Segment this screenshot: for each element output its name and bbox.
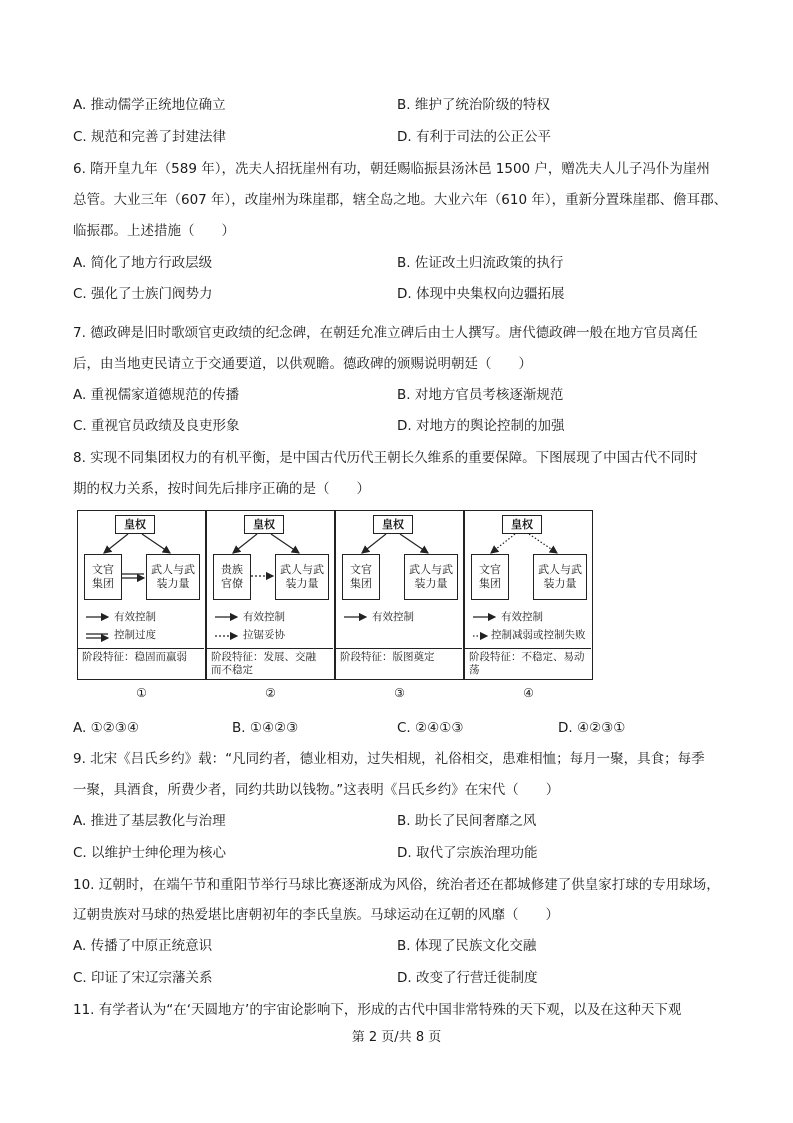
- panel-3-arrows: [336, 511, 465, 648]
- panel-1-left-group: 文官 集团: [84, 554, 122, 600]
- q11-stem-line-1: 11. 有学者认为“在‘天圆地方’的宇宙论影响下，形成的古代中国非常特殊的天下观，以及在这种天下观: [73, 1002, 682, 1018]
- q6-stem-line-3: 临振郡。上述措施（ ）: [73, 223, 235, 239]
- q8-option-b: B. ①④②③: [232, 720, 299, 736]
- diagram-panel-2: [206, 510, 335, 680]
- q6-stem-line-1: 6. 隋开皇九年（589 年），冼夫人招抚崖州有功，朝廷赐临振县汤沐邑 1500 户，赠冼夫人儿子冯仆为崖州: [73, 161, 710, 177]
- q5-option-c: C. 规范和完善了封建法律: [73, 129, 227, 145]
- diagram-panel-4: [464, 510, 593, 680]
- q6-stem-line-2: 总管。大业三年（607 年），改崖州为珠崖郡，辖全岛之地。大业六年（610 年），重新分置珠崖郡、儋耳郡、: [73, 192, 728, 208]
- panel-4-legend-2: 控制减弱或控制失败: [491, 629, 586, 641]
- panel-1-right-group: 武人与武 装力量: [146, 554, 200, 600]
- q5-option-d: D. 有利于司法的公正公平: [397, 129, 551, 145]
- panel-2-arrows: [207, 511, 336, 648]
- panel-4-label: ④: [523, 686, 534, 700]
- panel-2-feature: 阶段特征：发展、交融 而不稳定: [207, 648, 333, 679]
- panel-2-legend-2: 拉锯妥协: [243, 629, 285, 641]
- q6-option-c: C. 强化了士族门阀势力: [73, 286, 213, 302]
- q5-option-a: A. 推动儒学正统地位确立: [73, 97, 226, 113]
- panel-3-right-group: 武人与武 装力量: [404, 554, 458, 600]
- q10-option-d: D. 改变了行营迁徙制度: [397, 970, 538, 986]
- q7-stem-line-1: 7. 德政碑是旧时歌颂官吏政绩的纪念碑，在朝廷允准立碑后由士人撰写。唐代德政碑一般在地方官员离任: [73, 325, 698, 341]
- q10-stem-line-2: 辽朝贵族对马球的热爱堪比唐朝初年的李氏皇族。马球运动在辽朝的风靡（ ）: [73, 907, 559, 923]
- q8-option-c: C. ②④①③: [397, 720, 464, 736]
- panel-1-legend-1: 有效控制: [114, 611, 156, 623]
- q6-option-d: D. 体现中央集权向边疆拓展: [397, 286, 565, 302]
- panel-4-legend-1: 有效控制: [501, 611, 543, 623]
- panel-4-arrows: [465, 511, 594, 648]
- q7-option-a: A. 重视儒家道德规范的传播: [73, 387, 240, 403]
- q8-stem-line-2: 期的权力关系，按时间先后排序正确的是（ ）: [73, 481, 370, 497]
- panel-3-legend-1: 有效控制: [372, 611, 414, 623]
- q7-stem-line-2: 后，由当地吏民请立于交通要道，以供观瞻。德政碑的颁赐说明朝廷（ ）: [73, 356, 532, 372]
- q8-stem-line-1: 8. 实现不同集团权力的有机平衡，是中国古代历代王朝长久维系的重要保障。下图展现了中国古代不同时: [73, 450, 698, 466]
- q9-option-a: A. 推进了基层教化与治理: [73, 813, 226, 829]
- q7-option-c: C. 重视官员政绩及良吏形象: [73, 418, 240, 434]
- diagram-panel-1: [77, 510, 206, 680]
- panel-1-imperial-power: 皇权: [115, 515, 155, 534]
- q7-option-d: D. 对地方的舆论控制的加强: [397, 418, 565, 434]
- q6-option-b: B. 佐证改土归流政策的执行: [397, 255, 564, 271]
- q9-stem-line-1: 9. 北宋《吕氏乡约》载：“凡同约者，德业相劝，过失相规，礼俗相交，患难相恤；每月一聚，具食；每季: [73, 751, 705, 767]
- q10-option-a: A. 传播了中原正统意识: [73, 938, 213, 954]
- page-number-footer: 第 2 页/共 8 页: [351, 1030, 442, 1045]
- power-relation-diagram: [77, 510, 593, 706]
- panel-3-imperial-power: 皇权: [373, 515, 413, 534]
- q5-option-b: B. 维护了统治阶级的特权: [397, 97, 550, 113]
- panel-2-label: ②: [265, 686, 276, 700]
- panel-2-right-group: 武人与武 装力量: [275, 554, 329, 600]
- panel-1-legend-2: 控制过度: [114, 629, 156, 641]
- panel-1-feature: 阶段特征：稳固而羸弱: [78, 648, 204, 666]
- q9-option-b: B. 助长了民间奢靡之风: [397, 813, 537, 829]
- panel-4-right-group: 武人与武 装力量: [533, 554, 587, 600]
- diagram-panel-3: [335, 510, 464, 680]
- q9-stem-line-2: 一聚，具酒食，所费少者，同约共助以钱物。”这表明《吕氏乡约》在宋代（ ）: [73, 782, 560, 798]
- panel-2-left-group: 贵族 官僚: [213, 554, 251, 600]
- q8-option-d: D. ④②③①: [558, 720, 626, 736]
- q10-option-b: B. 体现了民族文化交融: [397, 938, 537, 954]
- q8-option-a: A. ①②③④: [73, 720, 139, 736]
- panel-3-feature: 阶段特征：版图奠定: [336, 648, 462, 666]
- panel-3-left-group: 文官 集团: [342, 554, 380, 600]
- panel-4-imperial-power: 皇权: [502, 515, 542, 534]
- q9-option-c: C. 以维护士绅伦理为核心: [73, 845, 227, 861]
- panel-2-legend-1: 有效控制: [243, 611, 285, 623]
- panel-4-left-group: 文官 集团: [471, 554, 509, 600]
- panel-2-imperial-power: 皇权: [244, 515, 284, 534]
- panel-3-label: ③: [394, 686, 405, 700]
- q7-option-b: B. 对地方官员考核逐渐规范: [397, 387, 564, 403]
- q10-option-c: C. 印证了宋辽宗藩关系: [73, 970, 213, 986]
- panel-4-feature: 阶段特征：不稳定、易动荡: [465, 648, 591, 679]
- q6-option-a: A. 简化了地方行政层级: [73, 255, 213, 271]
- q10-stem-line-1: 10. 辽朝时，在端午节和重阳节举行马球比赛逐渐成为风俗，统治者还在都城修建了供皇家打球的专用球场，: [73, 877, 720, 893]
- q9-option-d: D. 取代了宗族治理功能: [397, 845, 538, 861]
- panel-1-label: ①: [136, 686, 147, 700]
- panel-1-arrows: [78, 511, 207, 648]
